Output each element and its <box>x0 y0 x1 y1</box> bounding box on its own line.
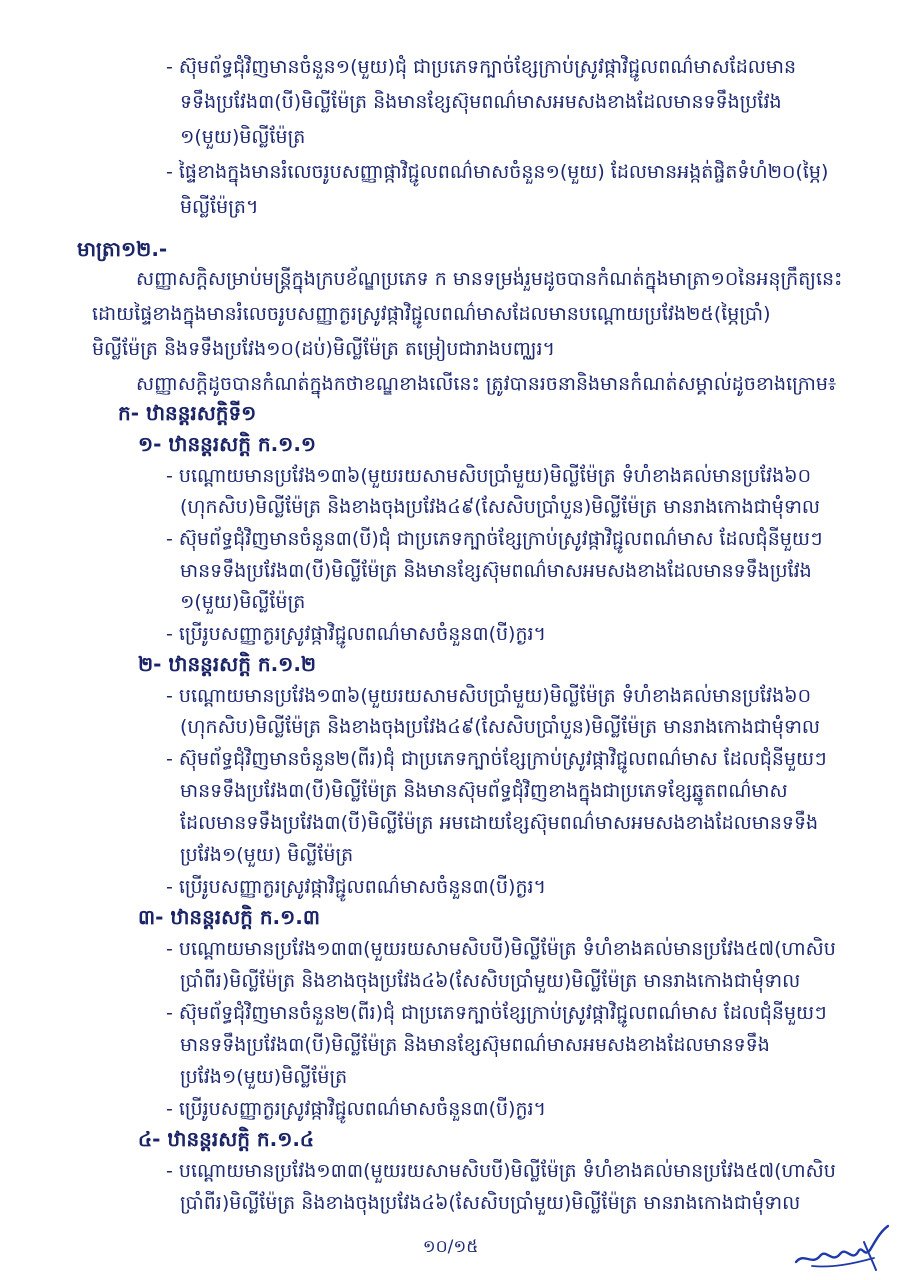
rank-line: - បណ្តោយមានប្រវែង១៣៦(មួយរយសាមសិបប្រាំមួយ)មិល្លីម៉ែត្រ ទំហំខាងគល់មានប្រវែង៦០ <box>166 685 812 707</box>
intro-line: ទទឹងប្រវែង៣(បី)មិល្លីម៉ែត្រ និងមានខ្សែស៊ុមពណ៌មាសអមសងខាងដែលមានទទឹងប្រវែង <box>180 91 782 113</box>
rank-line: - បណ្តោយមានប្រវែង១៣៣(មួយរយសាមសិបបី)មិល្លីម៉ែត្រ ទំហំខាងគល់មានប្រវែង៥៧(ហាសិប <box>166 938 836 960</box>
rank-title: ១- ឋានន្តរសក្តិ ក.១.១ <box>138 432 317 456</box>
rank-line: - បណ្តោយមានប្រវែង១៣៣(មួយរយសាមសិបបី)មិល្លីម៉ែត្រ ទំហំខាងគល់មានប្រវែង៥៧(ហាសិប <box>166 1160 836 1182</box>
article-paragraph-line: សញ្ញាសក្តិសម្រាប់មន្ត្រីក្នុងក្របខ័ណ្ឌប្រភេទ ក មានទម្រង់រួមដូចបានកំណត់ក្នុងមាត្រា១០នៃអនុក្រឹត្យនេះ <box>136 268 843 290</box>
rank-title: ២- ឋានន្តរសក្តិ ក.១.២ <box>138 652 317 676</box>
rank-line: (ហុកសិប)មិល្លីម៉ែត្រ និងខាងចុងប្រវែង៤៩(សែសិបប្រាំបួន)មិល្លីម៉ែត្រ មានរាងកោងជាមុំទាល <box>180 496 821 518</box>
rank-line: - ប្រើរូបសញ្ញាក្ងរស្រូវផ្កាវិជ្ជូលពណ៌មាសចំនួន៣(បី)ក្ងរ។ <box>166 876 547 898</box>
rank-line: - ស៊ុមព័ទ្ធជុំវិញមានចំនួន៣(បី)ជុំ ជាប្រភេទក្បាច់ខ្សែក្រាប់ស្រូវផ្កាវិជ្ជូលពណ៌មាស ដែលជុំនីមួយៗ <box>166 528 823 550</box>
rank-line: ប្រវែង១(មួយ) មិល្លីម៉ែត្រ <box>180 844 354 866</box>
rank-line: ដែលមានទទឹងប្រវែង៣(បី)មិល្លីម៉ែត្រ អមដោយខ្សែស៊ុមពណ៌មាសអមសងខាងដែលមានទទឹង <box>180 812 819 834</box>
intro-line: មិល្លីម៉ែត្រ។ <box>180 196 259 218</box>
rank-line: - ប្រើរូបសញ្ញាក្ងរស្រូវផ្កាវិជ្ជូលពណ៌មាសចំនួន៣(បី)ក្ងរ។ <box>166 1098 547 1120</box>
page-number: ១០/១៥ <box>422 1237 479 1257</box>
intro-line: - ស៊ុមព័ទ្ធជុំវិញមានចំនួន១(មួយ)ជុំ ជាប្រភេទក្បាច់ខ្សែក្រាប់ស្រូវផ្កាវិជ្ជូលពណ៌មាសដែលមាន <box>166 56 797 78</box>
rank-line: - ប្រើរូបសញ្ញាក្ងរស្រូវផ្កាវិជ្ជូលពណ៌មាសចំនួន៣(បី)ក្ងរ។ <box>166 623 547 645</box>
rank-line: ១(មួយ)មិល្លីម៉ែត្រ <box>180 591 306 613</box>
intro-line: ១(មួយ)មិល្លីម៉ែត្រ <box>180 126 306 148</box>
section-title: ក- ឋានន្តរសក្តិទី១ <box>118 401 257 425</box>
article-intro-line: សញ្ញាសក្តិដូចបានកំណត់ក្នុងកថាខណ្ឌខាងលើនេះ ត្រូវបានរចនានិងមានកំណត់សម្គាល់ដូចខាងក្រោម៖ <box>136 373 837 395</box>
intro-line: - ផ្ទៃខាងក្នុងមានរំលេចរូបសញ្ញាផ្កាវិជ្ជូលពណ៌មាសចំនួន១(មួយ) ដែលមានអង្កត់ផ្ចិតទំហំ២០(ម្ភៃ) <box>166 161 829 183</box>
rank-line: (ហុកសិប)មិល្លីម៉ែត្រ និងខាងចុងប្រវែង៤៩(សែសិបប្រាំបួន)មិល្លីម៉ែត្រ មានរាងកោងជាមុំទាល <box>180 716 821 738</box>
article-title: មាត្រា១២.- <box>77 237 168 261</box>
rank-line: - ស៊ុមព័ទ្ធជុំវិញមានចំនួន២(ពីរ)ជុំ ជាប្រភេទក្បាច់ខ្សែក្រាប់ស្រូវផ្កាវិជ្ជូលពណ៌មាស ដែលជុំនីមួយៗ <box>166 748 827 770</box>
rank-title: ៣- ឋានន្តរសក្តិ ក.១.៣ <box>138 905 320 929</box>
rank-line: ប្រាំពីរ)មិល្លីម៉ែត្រ និងខាងចុងប្រវែង៤៦(សែសិបប្រាំមួយ)មិល្លីម៉ែត្រ មានរាងកោងជាមុំទាល <box>180 1192 801 1214</box>
rank-line: - ស៊ុមព័ទ្ធជុំវិញមានចំនួន២(ពីរ)ជុំ ជាប្រភេទក្បាច់ខ្សែក្រាប់ស្រូវផ្កាវិជ្ជូលពណ៌មាស ដែលជុំនីមួយៗ <box>166 1002 827 1024</box>
rank-line: មានទទឹងប្រវែង៣(បី)មិល្លីម៉ែត្រ និងមានស៊ុមព័ទ្ធជុំវិញខាងក្នុងជាប្រភេទខ្សែឆ្នូតពណ៌មាស <box>180 780 788 802</box>
article-paragraph-line: មិល្លីម៉ែត្រ និងទទឹងប្រវែង១០(ដប់)មិល្លីម៉ែត្រ តម្រៀបជារាងបញ្ឈរ។ <box>92 338 556 360</box>
article-paragraph-line: ដោយផ្ទៃខាងក្នុងមានរំលេចរូបសញ្ញាក្ងរស្រូវផ្កាវិជ្ជូលពណ៌មាសដែលមានបណ្តោយប្រវែង២៥(ម្ភៃប្រាំ) <box>92 303 771 325</box>
rank-line: - បណ្តោយមានប្រវែង១៣៦(មួយរយសាមសិបប្រាំមួយ)មិល្លីម៉ែត្រ ទំហំខាងគល់មានប្រវែង៦០ <box>166 465 812 487</box>
rank-line: ប្រវែង១(មួយ)មិល្លីម៉ែត្រ <box>180 1066 348 1088</box>
rank-line: ប្រាំពីរ)មិល្លីម៉ែត្រ និងខាងចុងប្រវែង៤៦(សែសិបប្រាំមួយ)មិល្លីម៉ែត្រ មានរាងកោងជាមុំទាល <box>180 970 801 992</box>
rank-line: មានទទឹងប្រវែង៣(បី)មិល្លីម៉ែត្រ និងមានខ្សែស៊ុមពណ៌មាសអមសងខាងដែលមានទទឹងប្រវែង <box>180 560 812 582</box>
rank-line: មានទទឹងប្រវែង៣(បី)មិល្លីម៉ែត្រ និងមានខ្សែស៊ុមពណ៌មាសអមសងខាងដែលមានទទឹង <box>180 1034 770 1056</box>
rank-title: ៤- ឋានន្តរសក្តិ ក.១.៤ <box>138 1127 315 1151</box>
signature-icon <box>792 1222 892 1274</box>
